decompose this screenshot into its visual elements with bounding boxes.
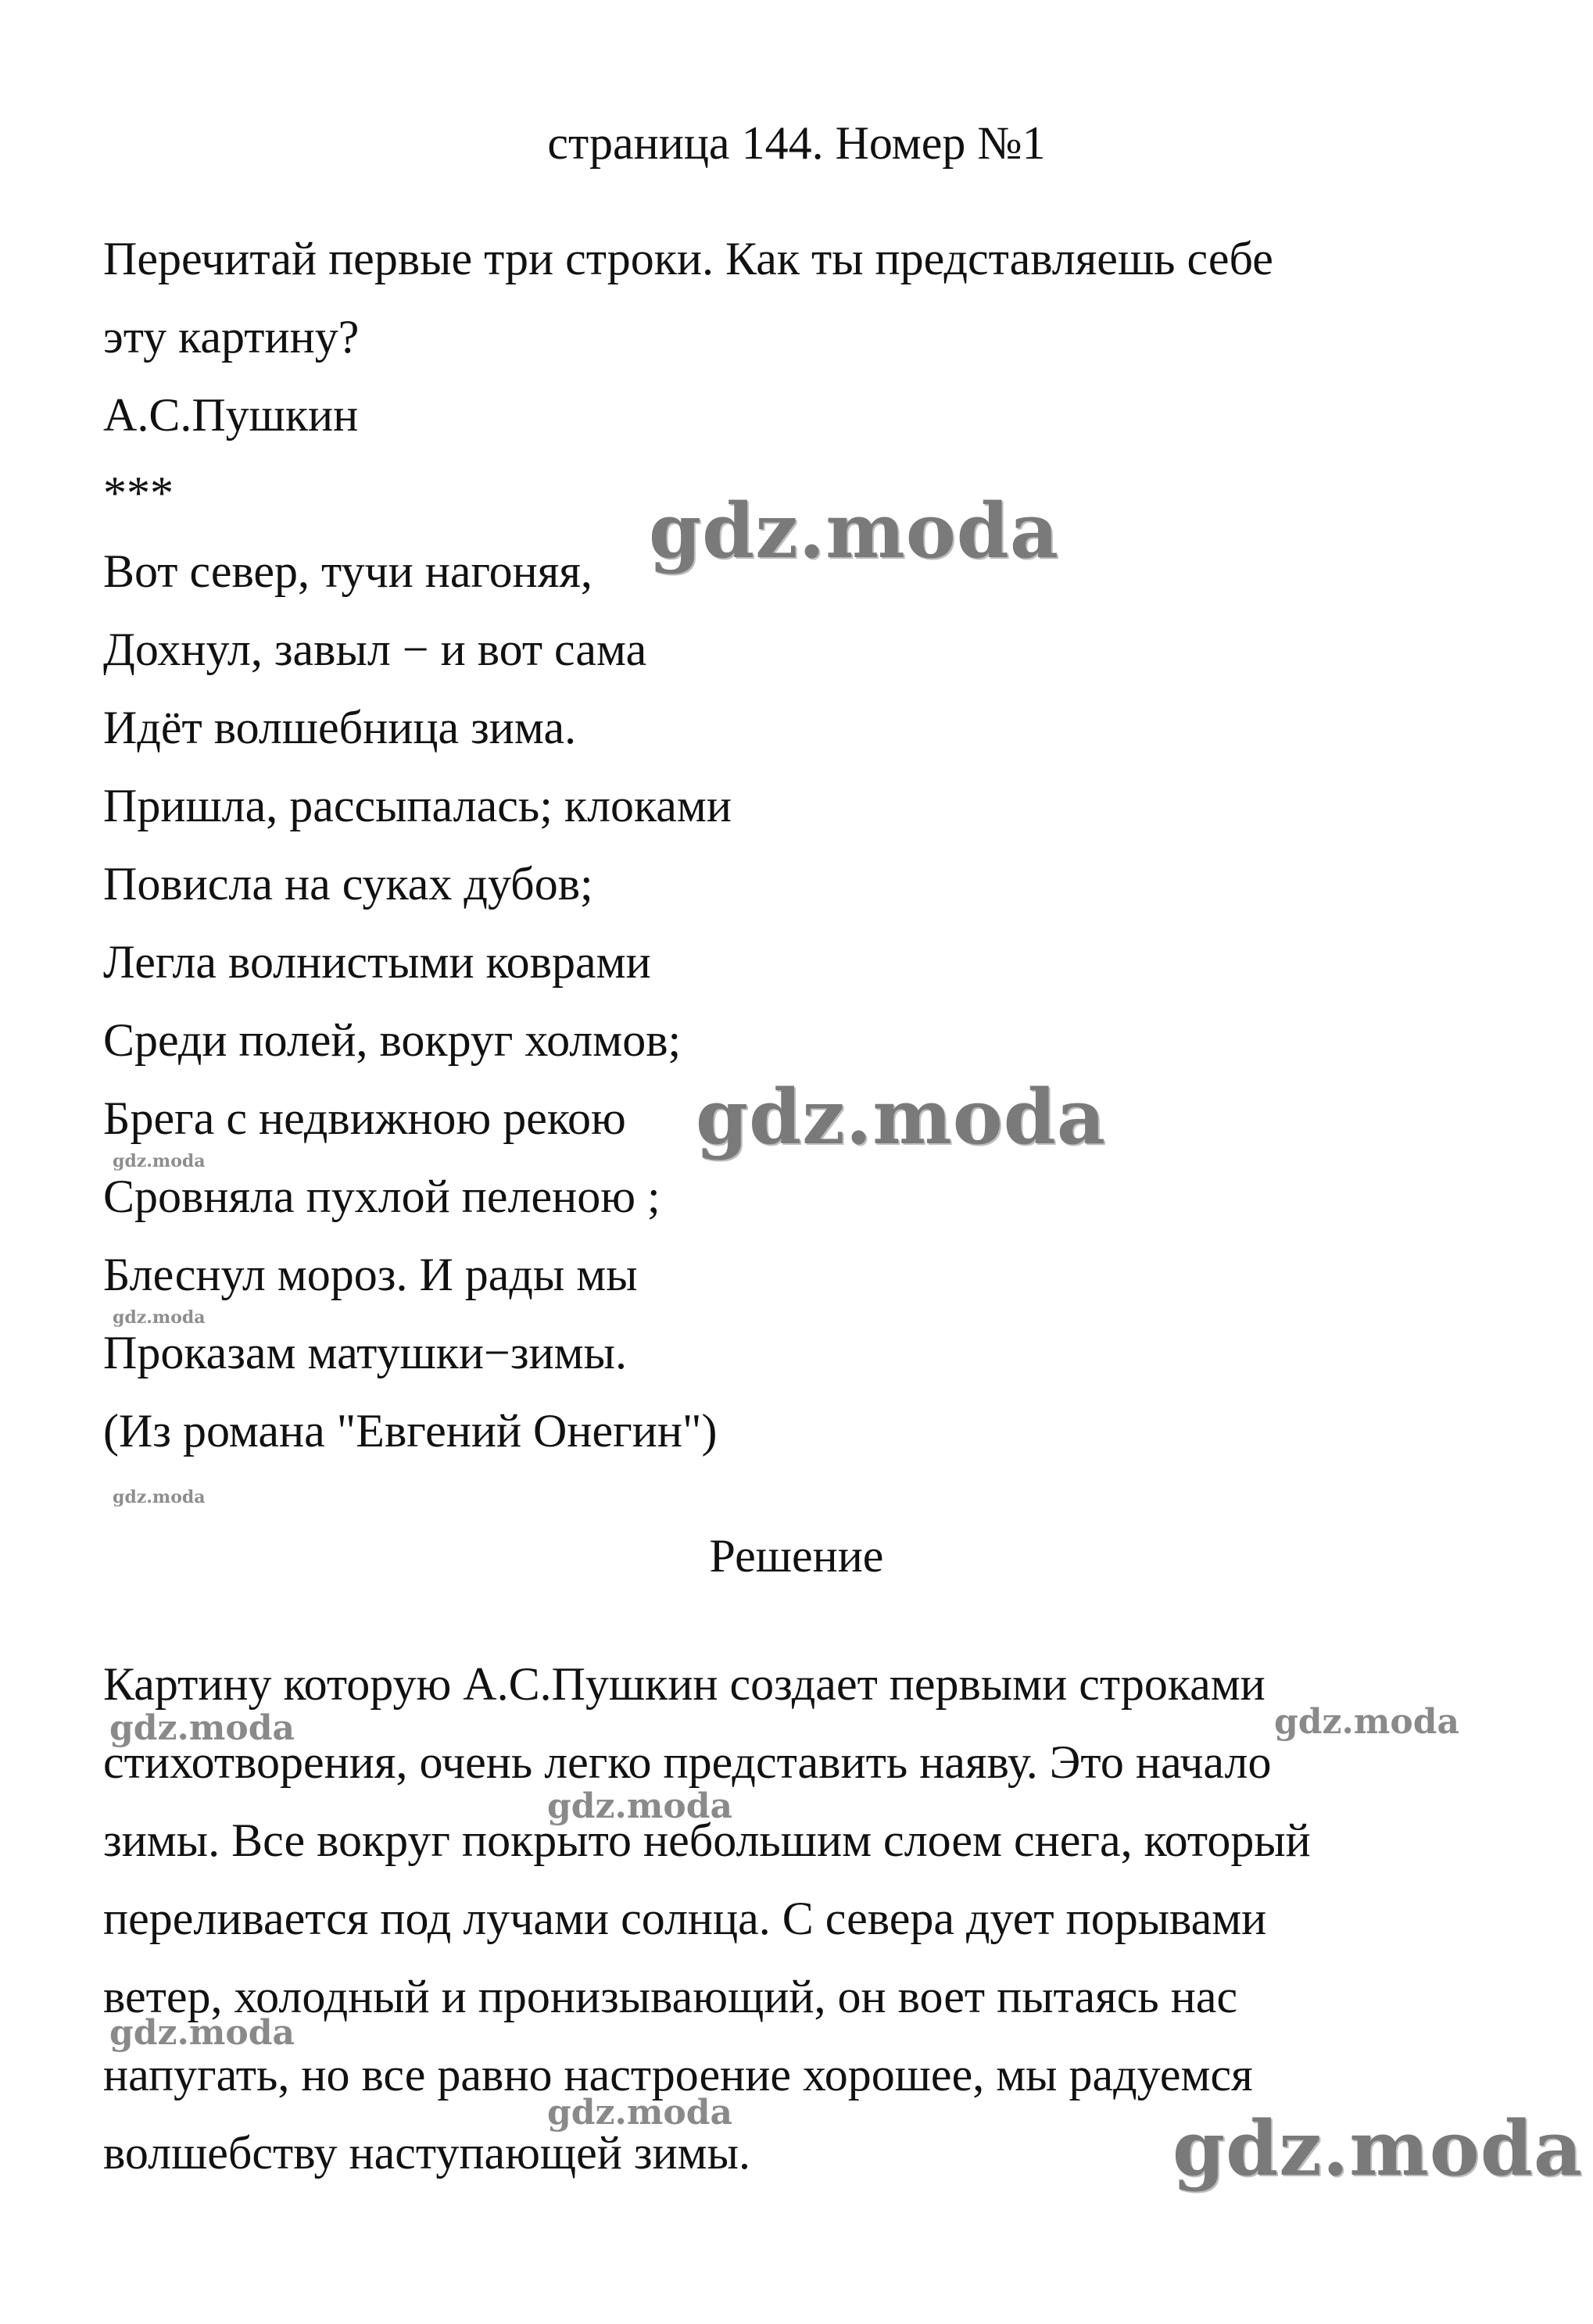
solution-line: напугать, но все равно настроение хорошее, мы радуемся — [103, 2049, 1253, 2101]
watermark: gdz.moda — [696, 1073, 1107, 1161]
solution-heading: Решение — [709, 1530, 884, 1582]
solution-line: ветер, холодный и пронизывающий, он воет пытаясь нас — [103, 1971, 1238, 2022]
poem-line: Дохнул, завыл − и вот сама — [103, 624, 647, 675]
poem-line: Проказам матушки−зимы. — [103, 1327, 627, 1378]
poem-line: Повисла на суках дубов; — [103, 858, 593, 910]
solution-line: зимы. Все вокруг покрыто небольшим слоем снега, который — [103, 1815, 1311, 1866]
poem-line: Сровняла пухлой пеленою ; — [103, 1171, 660, 1222]
watermark: gdz.moda — [1274, 1702, 1460, 1742]
question-line-1: Перечитай первые три строки. Как ты представляешь себе — [103, 233, 1273, 284]
poem-line: Легла волнистыми коврами — [103, 936, 651, 988]
watermark: gdz.moda — [113, 1151, 206, 1171]
poem-line: Блеснул мороз. И рады мы — [103, 1249, 638, 1300]
poem-source: (Из романа "Евгений Онегин") — [103, 1405, 718, 1457]
watermark: gdz.moda — [109, 1708, 295, 1748]
watermark: gdz.moda — [113, 1307, 206, 1328]
watermark: gdz.moda — [547, 2093, 733, 2133]
poem-line: Пришла, рассыпалась; клоками — [103, 780, 732, 831]
watermark: gdz.moda — [113, 1487, 206, 1507]
poem-line: Идёт волшебница зима. — [103, 702, 577, 753]
solution-line: стихотворения, очень легко представить наяву. Это начало — [103, 1736, 1272, 1788]
poem-line: Брега с недвижною рекою — [103, 1092, 626, 1144]
watermark: gdz.moda — [1172, 2104, 1584, 2193]
watermark: gdz.moda — [109, 2013, 295, 2053]
poem-stars: *** — [103, 467, 174, 519]
watermark: gdz.moda — [649, 487, 1060, 575]
solution-line: волшебству наступающей зимы. — [103, 2127, 750, 2179]
watermark: gdz.moda — [547, 1786, 733, 1826]
solution-line: переливается под лучами солнца. С севера дует порывами — [103, 1893, 1267, 1944]
poem-line: Вот север, тучи нагоняя, — [103, 545, 592, 597]
page-title: страница 144. Номер №1 — [547, 117, 1046, 169]
solution-line: Картину которую А.С.Пушкин создает первыми строками — [103, 1658, 1265, 1710]
poem-author: А.С.Пушкин — [103, 389, 359, 441]
question-line-2: эту картину? — [103, 311, 360, 363]
poem-line: Среди полей, вокруг холмов; — [103, 1014, 682, 1066]
